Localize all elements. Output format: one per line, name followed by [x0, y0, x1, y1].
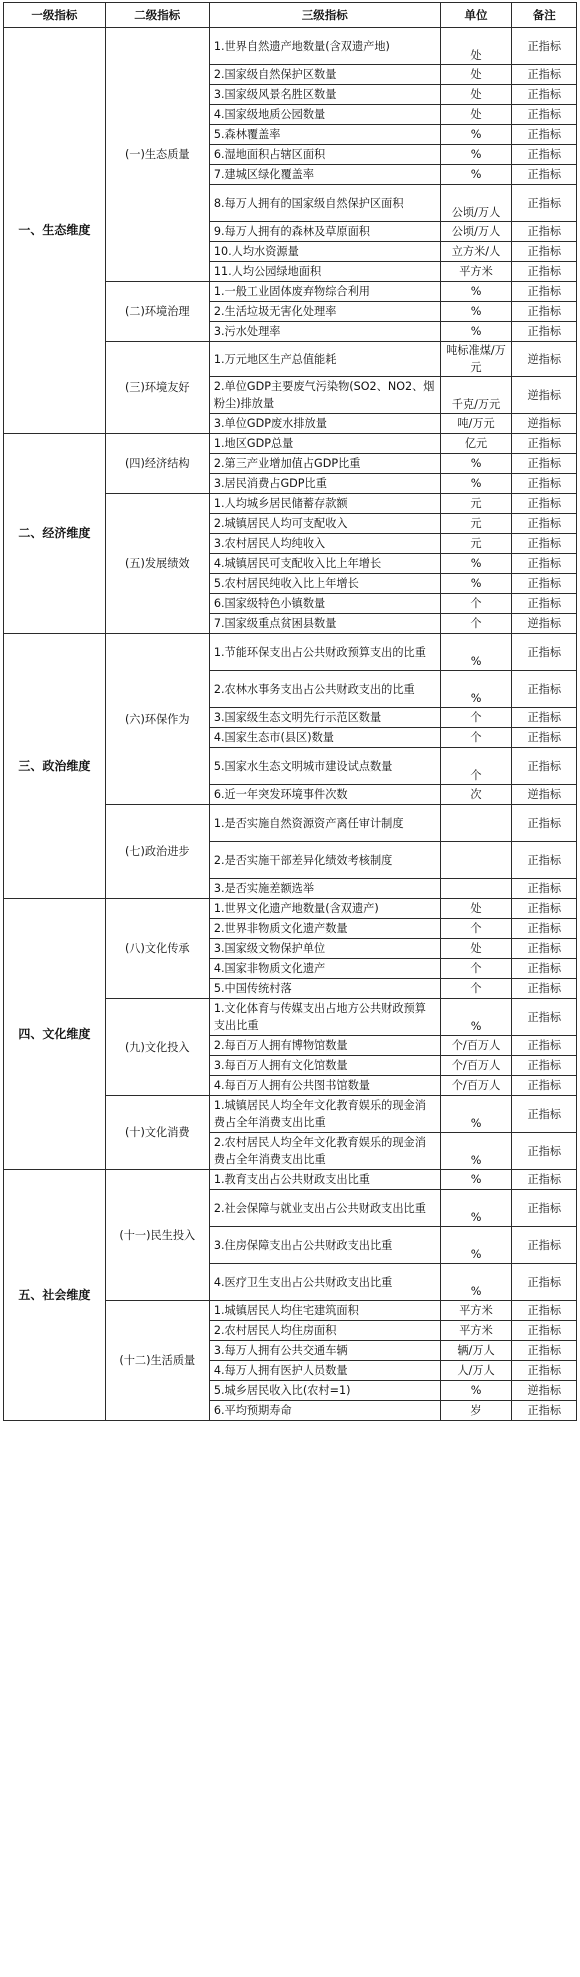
indicator-cell: 10.人均水资源量	[209, 242, 440, 262]
indicator-cell: 3.是否实施差额选举	[209, 879, 440, 899]
note-cell: 正指标	[512, 105, 577, 125]
note-cell: 正指标	[512, 494, 577, 514]
indicator-cell: 7.国家级重点贫困县数量	[209, 614, 440, 634]
note-cell: 正指标	[512, 574, 577, 594]
note-cell: 正指标	[512, 534, 577, 554]
level1-cell: 三、政治维度	[4, 634, 106, 899]
unit-cell: 处	[440, 28, 512, 65]
unit-cell: 个	[440, 708, 512, 728]
indicator-cell: 4.每万人拥有医护人员数量	[209, 1361, 440, 1381]
indicator-cell: 2.是否实施干部差异化绩效考核制度	[209, 842, 440, 879]
level1-cell: 二、经济维度	[4, 434, 106, 634]
level1-cell: 四、文化维度	[4, 899, 106, 1170]
indicator-cell: 7.建城区绿化覆盖率	[209, 165, 440, 185]
level2-cell: (六)环保作为	[105, 634, 209, 805]
unit-cell: %	[440, 999, 512, 1036]
level2-cell: (十)文化消费	[105, 1096, 209, 1170]
unit-cell: 吨标准煤/万元	[440, 342, 512, 377]
note-cell: 正指标	[512, 28, 577, 65]
note-cell: 逆指标	[512, 377, 577, 414]
note-cell: 逆指标	[512, 1381, 577, 1401]
note-cell: 正指标	[512, 125, 577, 145]
unit-cell: 吨/万元	[440, 414, 512, 434]
unit-cell	[440, 842, 512, 879]
unit-cell: 元	[440, 494, 512, 514]
unit-cell: %	[440, 574, 512, 594]
note-cell: 正指标	[512, 165, 577, 185]
note-cell: 正指标	[512, 748, 577, 785]
note-cell: 正指标	[512, 1227, 577, 1264]
unit-cell: 个	[440, 728, 512, 748]
note-cell: 逆指标	[512, 785, 577, 805]
unit-cell: 个	[440, 979, 512, 999]
note-cell: 正指标	[512, 242, 577, 262]
note-cell: 逆指标	[512, 614, 577, 634]
unit-cell: 人/万人	[440, 1361, 512, 1381]
indicator-cell: 3.住房保障支出占公共财政支出比重	[209, 1227, 440, 1264]
note-cell: 正指标	[512, 222, 577, 242]
note-cell: 正指标	[512, 1361, 577, 1381]
unit-cell: 个	[440, 748, 512, 785]
unit-cell: %	[440, 1170, 512, 1190]
note-cell: 正指标	[512, 959, 577, 979]
indicator-cell: 2.每百万人拥有博物馆数量	[209, 1036, 440, 1056]
note-cell: 正指标	[512, 1401, 577, 1421]
indicator-cell: 1.是否实施自然资源资产离任审计制度	[209, 805, 440, 842]
note-cell: 正指标	[512, 979, 577, 999]
unit-cell: 平方米	[440, 262, 512, 282]
indicator-cell: 4.每百万人拥有公共图书馆数量	[209, 1076, 440, 1096]
indicator-cell: 4.国家级地质公园数量	[209, 105, 440, 125]
indicator-cell: 9.每万人拥有的森林及草原面积	[209, 222, 440, 242]
note-cell: 正指标	[512, 1341, 577, 1361]
unit-cell: 处	[440, 899, 512, 919]
unit-cell: %	[440, 145, 512, 165]
note-cell: 逆指标	[512, 342, 577, 377]
indicator-cell: 4.医疗卫生支出占公共财政支出比重	[209, 1264, 440, 1301]
unit-cell: 个	[440, 614, 512, 634]
unit-cell: %	[440, 554, 512, 574]
note-cell: 正指标	[512, 1076, 577, 1096]
note-cell: 正指标	[512, 554, 577, 574]
unit-cell: 处	[440, 85, 512, 105]
indicator-cell: 3.每百万人拥有文化馆数量	[209, 1056, 440, 1076]
indicator-cell: 1.城镇居民人均住宅建筑面积	[209, 1301, 440, 1321]
note-cell: 正指标	[512, 434, 577, 454]
indicator-cell: 1.地区GDP总量	[209, 434, 440, 454]
indicator-table-container	[3, 2, 577, 1421]
unit-cell: 千克/万元	[440, 377, 512, 414]
indicator-cell: 6.国家级特色小镇数量	[209, 594, 440, 614]
indicator-cell: 3.农村居民人均纯收入	[209, 534, 440, 554]
level2-cell: (一)生态质量	[105, 28, 209, 282]
unit-cell: %	[440, 634, 512, 671]
table-header	[4, 3, 577, 28]
note-cell: 正指标	[512, 322, 577, 342]
indicator-cell: 6.平均预期寿命	[209, 1401, 440, 1421]
note-cell: 正指标	[512, 842, 577, 879]
indicator-cell: 1.世界自然遗产地数量(含双遗产地)	[209, 28, 440, 65]
note-cell: 正指标	[512, 805, 577, 842]
unit-cell: 个/百万人	[440, 1076, 512, 1096]
indicator-cell: 3.国家级文物保护单位	[209, 939, 440, 959]
note-cell: 正指标	[512, 65, 577, 85]
header-level3: 三级指标	[209, 3, 440, 28]
unit-cell: %	[440, 1133, 512, 1170]
unit-cell: %	[440, 165, 512, 185]
indicator-cell: 1.人均城乡居民储蓄存款额	[209, 494, 440, 514]
unit-cell: %	[440, 282, 512, 302]
unit-cell: %	[440, 1227, 512, 1264]
table-row	[4, 899, 577, 919]
indicator-cell: 8.每万人拥有的国家级自然保护区面积	[209, 185, 440, 222]
unit-cell: %	[440, 671, 512, 708]
table-row	[4, 634, 577, 671]
indicator-cell: 1.万元地区生产总值能耗	[209, 342, 440, 377]
indicator-cell: 2.农林水事务支出占公共财政支出的比重	[209, 671, 440, 708]
indicator-cell: 6.近一年突发环境事件次数	[209, 785, 440, 805]
note-cell: 正指标	[512, 1096, 577, 1133]
note-cell: 正指标	[512, 634, 577, 671]
table-row	[4, 28, 577, 65]
header-level2: 二级指标	[105, 3, 209, 28]
indicator-cell: 2.生活垃圾无害化处理率	[209, 302, 440, 322]
indicator-cell: 3.单位GDP废水排放量	[209, 414, 440, 434]
indicator-cell: 2.第三产业增加值占GDP比重	[209, 454, 440, 474]
unit-cell: 立方米/人	[440, 242, 512, 262]
indicator-cell: 5.森林覆盖率	[209, 125, 440, 145]
unit-cell: %	[440, 474, 512, 494]
note-cell: 正指标	[512, 671, 577, 708]
table-row	[4, 434, 577, 454]
level2-cell: (五)发展绩效	[105, 494, 209, 634]
unit-cell: %	[440, 322, 512, 342]
table-body	[4, 28, 577, 1421]
level2-cell: (八)文化传承	[105, 899, 209, 999]
indicator-cell: 1.节能环保支出占公共财政预算支出的比重	[209, 634, 440, 671]
indicator-cell: 4.国家生态市(县区)数量	[209, 728, 440, 748]
note-cell: 正指标	[512, 145, 577, 165]
note-cell: 正指标	[512, 514, 577, 534]
indicator-cell: 2.城镇居民人均可支配收入	[209, 514, 440, 534]
unit-cell: %	[440, 125, 512, 145]
level2-cell: (四)经济结构	[105, 434, 209, 494]
indicator-cell: 5.农村居民纯收入比上年增长	[209, 574, 440, 594]
level2-cell: (二)环境治理	[105, 282, 209, 342]
note-cell: 正指标	[512, 185, 577, 222]
indicator-cell: 1.一般工业固体废弃物综合利用	[209, 282, 440, 302]
header-note: 备注	[512, 3, 577, 28]
unit-cell: 平方米	[440, 1321, 512, 1341]
unit-cell: 辆/万人	[440, 1341, 512, 1361]
note-cell: 正指标	[512, 879, 577, 899]
unit-cell: %	[440, 1264, 512, 1301]
indicator-cell: 2.农村居民人均住房面积	[209, 1321, 440, 1341]
indicator-cell: 2.单位GDP主要废气污染物(SO2、NO2、烟粉尘)排放量	[209, 377, 440, 414]
unit-cell	[440, 879, 512, 899]
note-cell: 正指标	[512, 1264, 577, 1301]
note-cell: 逆指标	[512, 414, 577, 434]
indicator-cell: 2.农村居民人均全年文化教育娱乐的现金消费占全年消费支出比重	[209, 1133, 440, 1170]
unit-cell: 亿元	[440, 434, 512, 454]
unit-cell: %	[440, 1190, 512, 1227]
indicator-table	[3, 2, 577, 1421]
note-cell: 正指标	[512, 474, 577, 494]
note-cell: 正指标	[512, 1190, 577, 1227]
unit-cell: 元	[440, 514, 512, 534]
note-cell: 正指标	[512, 899, 577, 919]
indicator-cell: 5.城乡居民收入比(农村=1)	[209, 1381, 440, 1401]
header-row	[4, 3, 577, 28]
unit-cell: 个	[440, 959, 512, 979]
note-cell: 正指标	[512, 1170, 577, 1190]
unit-cell: 个/百万人	[440, 1036, 512, 1056]
indicator-cell: 2.国家级自然保护区数量	[209, 65, 440, 85]
indicator-cell: 4.国家非物质文化遗产	[209, 959, 440, 979]
indicator-cell: 1.世界文化遗产地数量(含双遗产)	[209, 899, 440, 919]
note-cell: 正指标	[512, 85, 577, 105]
indicator-cell: 3.国家级风景名胜区数量	[209, 85, 440, 105]
header-unit: 单位	[440, 3, 512, 28]
indicator-cell: 3.每万人拥有公共交通车辆	[209, 1341, 440, 1361]
level2-cell: (十二)生活质量	[105, 1301, 209, 1421]
indicator-cell: 3.国家级生态文明先行示范区数量	[209, 708, 440, 728]
indicator-cell: 1.教育支出占公共财政支出比重	[209, 1170, 440, 1190]
note-cell: 正指标	[512, 1321, 577, 1341]
indicator-cell: 2.社会保障与就业支出占公共财政支出比重	[209, 1190, 440, 1227]
unit-cell: %	[440, 302, 512, 322]
indicator-cell: 4.城镇居民可支配收入比上年增长	[209, 554, 440, 574]
unit-cell	[440, 805, 512, 842]
indicator-cell: 5.中国传统村落	[209, 979, 440, 999]
unit-cell: 处	[440, 939, 512, 959]
note-cell: 正指标	[512, 1301, 577, 1321]
level1-cell: 五、社会维度	[4, 1170, 106, 1421]
unit-cell: 个	[440, 594, 512, 614]
unit-cell: %	[440, 454, 512, 474]
indicator-cell: 2.世界非物质文化遗产数量	[209, 919, 440, 939]
unit-cell: %	[440, 1381, 512, 1401]
note-cell: 正指标	[512, 999, 577, 1036]
note-cell: 正指标	[512, 594, 577, 614]
unit-cell: 公顷/万人	[440, 222, 512, 242]
note-cell: 正指标	[512, 302, 577, 322]
note-cell: 正指标	[512, 1133, 577, 1170]
unit-cell: 次	[440, 785, 512, 805]
unit-cell: 个	[440, 919, 512, 939]
indicator-cell: 5.国家水生态文明城市建设试点数量	[209, 748, 440, 785]
note-cell: 正指标	[512, 708, 577, 728]
unit-cell: 岁	[440, 1401, 512, 1421]
note-cell: 正指标	[512, 919, 577, 939]
level2-cell: (三)环境友好	[105, 342, 209, 434]
level2-cell: (九)文化投入	[105, 999, 209, 1096]
header-level1: 一级指标	[4, 3, 106, 28]
indicator-cell: 11.人均公园绿地面积	[209, 262, 440, 282]
indicator-cell: 6.湿地面积占辖区面积	[209, 145, 440, 165]
note-cell: 正指标	[512, 1036, 577, 1056]
note-cell: 正指标	[512, 454, 577, 474]
unit-cell: 元	[440, 534, 512, 554]
unit-cell: 平方米	[440, 1301, 512, 1321]
level1-cell: 一、生态维度	[4, 28, 106, 434]
note-cell: 正指标	[512, 262, 577, 282]
unit-cell: 公顷/万人	[440, 185, 512, 222]
unit-cell: %	[440, 1096, 512, 1133]
indicator-cell: 3.污水处理率	[209, 322, 440, 342]
indicator-cell: 1.城镇居民人均全年文化教育娱乐的现金消费占全年消费支出比重	[209, 1096, 440, 1133]
level2-cell: (七)政治进步	[105, 805, 209, 899]
note-cell: 正指标	[512, 282, 577, 302]
unit-cell: 个/百万人	[440, 1056, 512, 1076]
note-cell: 正指标	[512, 728, 577, 748]
level2-cell: (十一)民生投入	[105, 1170, 209, 1301]
unit-cell: 处	[440, 105, 512, 125]
unit-cell: 处	[440, 65, 512, 85]
note-cell: 正指标	[512, 939, 577, 959]
table-row	[4, 1170, 577, 1190]
indicator-cell: 3.居民消费占GDP比重	[209, 474, 440, 494]
note-cell: 正指标	[512, 1056, 577, 1076]
indicator-cell: 1.文化体育与传媒支出占地方公共财政预算支出比重	[209, 999, 440, 1036]
